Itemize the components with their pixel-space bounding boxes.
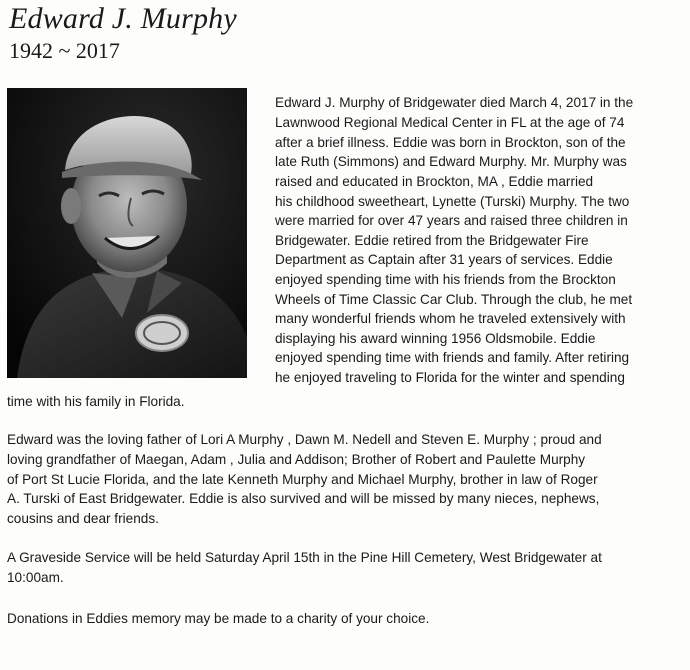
obituary-dates: 1942 ~ 2017	[9, 38, 120, 63]
bio-line: Department as Captain after 31 years of services. Eddie	[275, 252, 613, 267]
family-line: loving grandfather of Maegan, Adam , Julia and Addison; Brother of Robert and Paulette Murphy	[7, 452, 586, 467]
bio-line: raised and educated in Brockton, MA , Eddie married	[275, 174, 594, 189]
bio-line: he enjoyed traveling to Florida for the winter and spending	[275, 370, 625, 385]
family-line: of Port St Lucie Florida, and the late Kenneth Murphy and Michael Murphy, brother in law of Roger	[7, 472, 598, 487]
bio-line: were married for over 47 years and raised three children in	[275, 213, 628, 228]
portrait-photo	[7, 88, 247, 378]
bio-line: Edward J. Murphy of Bridgewater died March 4, 2017 in the	[275, 95, 634, 110]
portrait-illustration	[7, 88, 247, 378]
bio-line: after a brief illness. Eddie was born in Brockton, son of the	[275, 135, 626, 150]
bio-line: his childhood sweetheart, Lynette (Turski) Murphy. The two	[275, 194, 630, 209]
donations-line: Donations in Eddies memory may be made to a charity of your choice.	[7, 611, 430, 626]
family-line: Edward was the loving father of Lori A Murphy , Dawn M. Nedell and Steven E. Murphy ; proud and	[7, 432, 602, 447]
bio-line: Wheels of Time Classic Car Club. Through the club, he met	[275, 292, 633, 307]
bio-line: many wonderful friends whom he traveled extensively with	[275, 311, 626, 326]
bio-line: displaying his award winning 1956 Oldsmobile. Eddie	[275, 331, 596, 346]
obituary-name: Edward J. Murphy	[9, 2, 237, 35]
bio-line: Bridgewater. Eddie retired from the Bridgewater Fire	[275, 233, 589, 248]
family-line: cousins and dear friends.	[7, 511, 159, 526]
bio-line: late Ruth (Simmons) and Edward Murphy. Mr. Murphy was	[275, 154, 627, 169]
bio-line: enjoyed spending time with friends and family. After retiring	[275, 350, 630, 365]
service-line: A Graveside Service will be held Saturday April 15th in the Pine Hill Cemetery, West Bridgewater at	[7, 550, 602, 565]
bio-line: Lawnwood Regional Medical Center in FL at the age of 74	[275, 115, 625, 130]
bio-continuation: time with his family in Florida.	[7, 394, 185, 409]
family-line: A. Turski of East Bridgewater. Eddie is also survived and will be missed by many nieces, nephews,	[7, 491, 600, 506]
bio-line: enjoyed spending time with his friends from the Brockton	[275, 272, 616, 287]
service-line: 10:00am.	[7, 570, 64, 585]
